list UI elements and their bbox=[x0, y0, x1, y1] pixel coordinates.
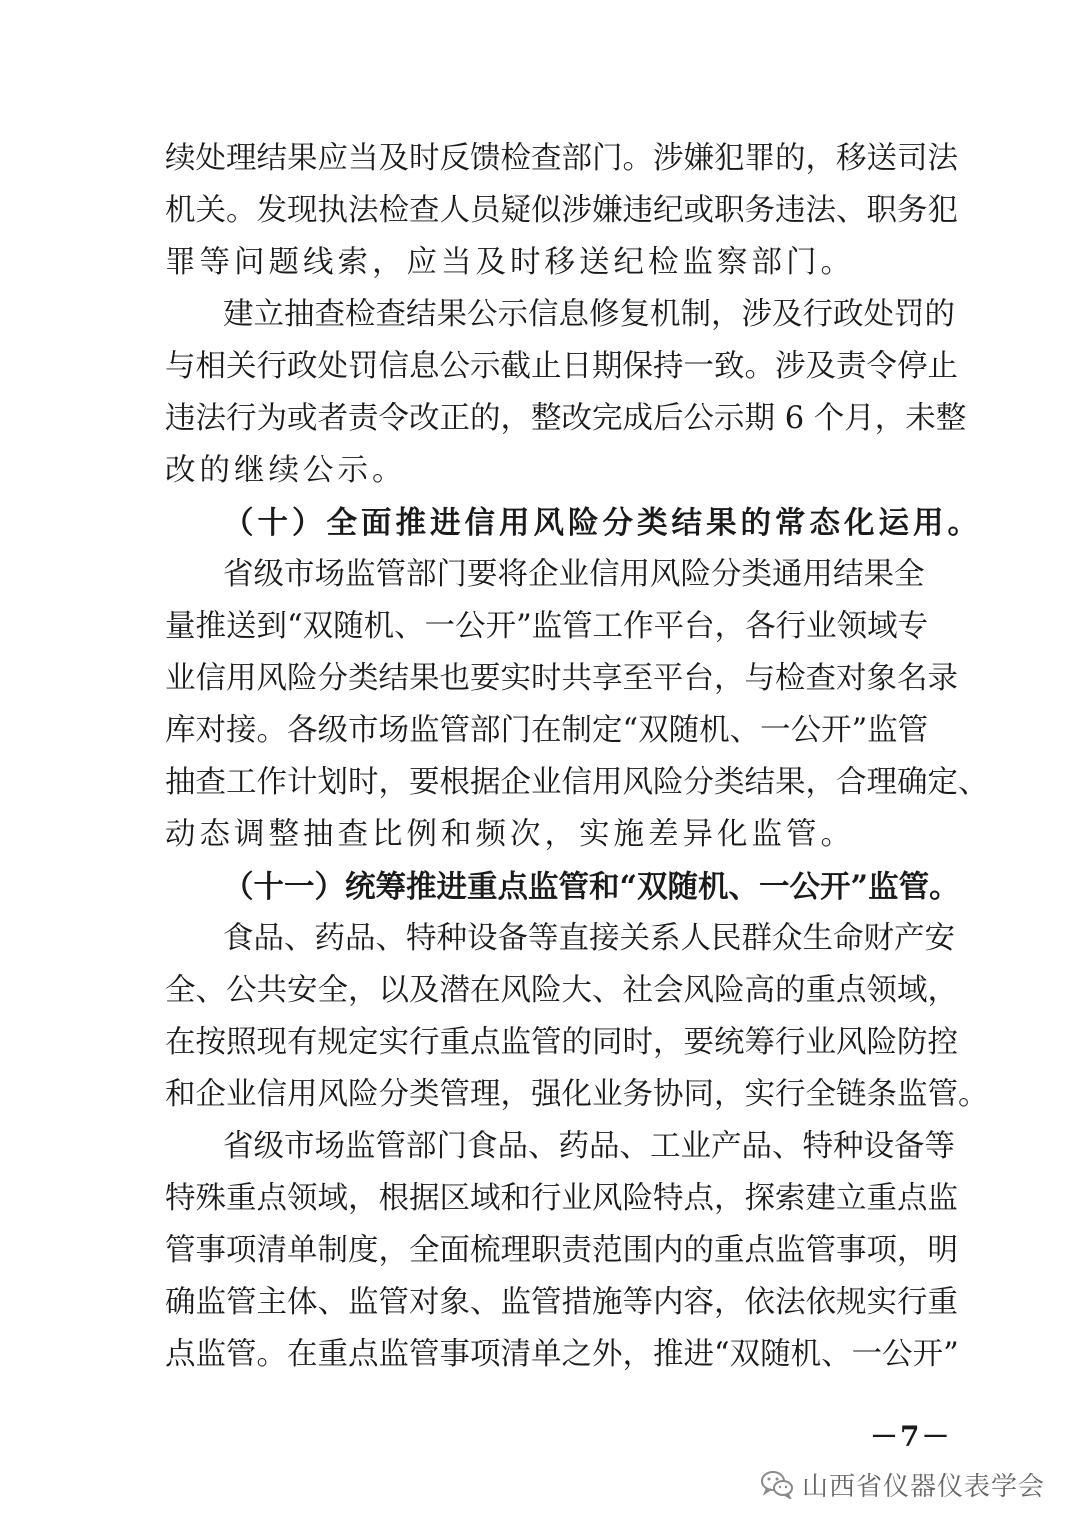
text-line: 业信用风险分类结果也要实时共享至平台，与检查对象名录 bbox=[165, 661, 958, 696]
text-line: 食品、药品、特种设备等直接关系人民群众生命财产安 bbox=[223, 921, 955, 956]
text-line: 省级市场监管部门食品、药品、工业产品、特种设备等 bbox=[223, 1129, 955, 1164]
text-line: 机关。发现执法检查人员疑似涉嫌违纪或职务违法、职务犯 bbox=[165, 193, 958, 228]
watermark bbox=[760, 1466, 1045, 1502]
text-line: 在按照现有规定实行重点监管的同时，要统筹行业风险防控 bbox=[165, 1025, 958, 1060]
text-line: 罪等问题线索，应当及时移送纪检监察部门。 bbox=[165, 245, 855, 280]
text-line: 违法行为或者责令改正的，整改完成后公示期 6 个月，未整 bbox=[165, 401, 967, 436]
section-heading: （十）全面推进信用风险分类结果的常态化运用。 bbox=[223, 505, 982, 541]
text-line: 和企业信用风险分类管理，强化业务协同，实行全链条监管。 bbox=[165, 1077, 989, 1112]
text-line: 抽查工作计划时，要根据企业信用风险分类结果，合理确定、 bbox=[165, 765, 989, 800]
section-heading: （十一）统筹推进重点监管和“双随机、一公开”监管。 bbox=[223, 869, 960, 905]
text-line: 续处理结果应当及时反馈检查部门。涉嫌犯罪的，移送司法 bbox=[165, 141, 958, 176]
text-line: 全、公共安全，以及潜在风险大、社会风险高的重点领域， bbox=[165, 973, 958, 1008]
text-line: 库对接。各级市场监管部门在制定“双随机、一公开”监管 bbox=[165, 713, 929, 748]
text-line: 量推送到“双随机、一公开”监管工作平台，各行业领域专 bbox=[165, 609, 929, 644]
text-line: 点监管。在重点监管事项清单之外，推进“双随机、一公开” bbox=[165, 1337, 959, 1372]
text-line: 省级市场监管部门要将企业信用风险分类通用结果全 bbox=[223, 557, 925, 592]
text-line: 与相关行政处罚信息公示截止日期保持一致。涉及责令停止 bbox=[165, 349, 958, 384]
watermark-text: 山西省仪器仪表学会 bbox=[802, 1471, 1046, 1502]
text-line: 管事项清单制度，全面梳理职责范围内的重点监管事项，明 bbox=[165, 1233, 958, 1268]
text-line: 特殊重点领域，根据区域和行业风险特点，探索建立重点监 bbox=[165, 1181, 958, 1216]
wechat-icon bbox=[760, 1469, 794, 1499]
text-line: 确监管主体、监管对象、监管措施等内容，依法依规实行重 bbox=[165, 1285, 958, 1320]
text-line: 建立抽查检查结果公示信息修复机制，涉及行政处罚的 bbox=[223, 297, 955, 332]
text-line: 改的继续公示。 bbox=[165, 453, 407, 488]
page-number: －7－ bbox=[870, 1420, 952, 1453]
text-line: 动态调整抽查比例和频次，实施差异化监管。 bbox=[165, 817, 855, 852]
